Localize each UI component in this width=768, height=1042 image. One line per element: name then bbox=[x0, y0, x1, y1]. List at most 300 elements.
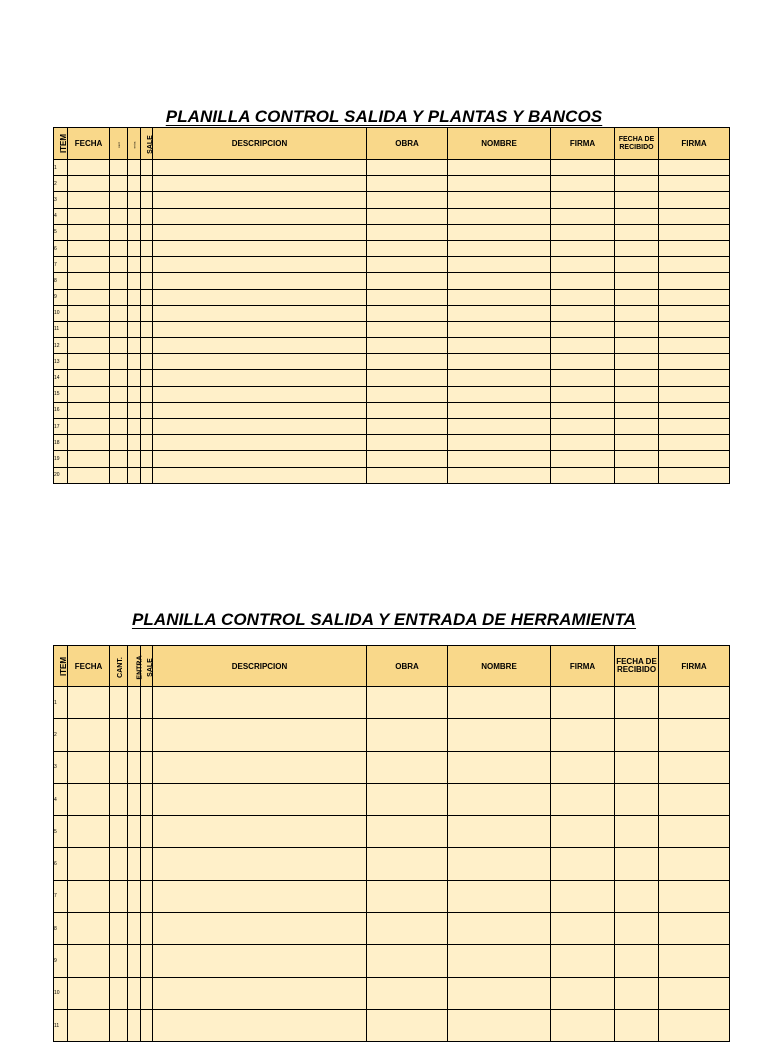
entry-cell[interactable] bbox=[141, 176, 153, 192]
entry-cell[interactable] bbox=[367, 321, 448, 337]
entry-cell[interactable] bbox=[367, 719, 448, 751]
entry-cell[interactable] bbox=[128, 240, 141, 256]
entry-cell[interactable] bbox=[448, 338, 551, 354]
entry-cell[interactable] bbox=[153, 467, 367, 483]
entry-cell[interactable] bbox=[153, 435, 367, 451]
entry-cell[interactable] bbox=[615, 419, 659, 435]
entry-cell[interactable] bbox=[68, 880, 110, 912]
entry-cell[interactable] bbox=[615, 467, 659, 483]
entry-cell[interactable] bbox=[110, 305, 128, 321]
entry-cell[interactable] bbox=[615, 386, 659, 402]
entry-cell[interactable] bbox=[68, 402, 110, 418]
entry-cell[interactable] bbox=[551, 913, 615, 945]
entry-cell[interactable] bbox=[615, 160, 659, 176]
entry-cell[interactable] bbox=[141, 386, 153, 402]
entry-cell[interactable] bbox=[141, 467, 153, 483]
entry-cell[interactable] bbox=[448, 783, 551, 815]
entry-cell[interactable] bbox=[615, 435, 659, 451]
entry-cell[interactable] bbox=[128, 1009, 141, 1041]
entry-cell[interactable] bbox=[110, 977, 128, 1009]
entry-cell[interactable] bbox=[68, 176, 110, 192]
entry-cell[interactable] bbox=[128, 354, 141, 370]
entry-cell[interactable] bbox=[153, 305, 367, 321]
entry-cell[interactable] bbox=[68, 338, 110, 354]
entry-cell[interactable] bbox=[551, 880, 615, 912]
entry-cell[interactable] bbox=[615, 751, 659, 783]
entry-cell[interactable] bbox=[551, 687, 615, 719]
entry-cell[interactable] bbox=[615, 289, 659, 305]
entry-cell[interactable] bbox=[615, 208, 659, 224]
entry-cell[interactable] bbox=[367, 848, 448, 880]
entry-cell[interactable] bbox=[448, 273, 551, 289]
entry-cell[interactable] bbox=[128, 338, 141, 354]
entry-cell[interactable] bbox=[659, 687, 730, 719]
entry-cell[interactable] bbox=[659, 719, 730, 751]
entry-cell[interactable] bbox=[659, 467, 730, 483]
entry-cell[interactable] bbox=[367, 208, 448, 224]
entry-cell[interactable] bbox=[551, 467, 615, 483]
entry-cell[interactable] bbox=[110, 160, 128, 176]
entry-cell[interactable] bbox=[128, 370, 141, 386]
entry-cell[interactable] bbox=[141, 687, 153, 719]
entry-cell[interactable] bbox=[659, 386, 730, 402]
entry-cell[interactable] bbox=[367, 160, 448, 176]
entry-cell[interactable] bbox=[141, 435, 153, 451]
entry-cell[interactable] bbox=[615, 192, 659, 208]
entry-cell[interactable] bbox=[141, 160, 153, 176]
entry-cell[interactable] bbox=[615, 224, 659, 240]
entry-cell[interactable] bbox=[128, 848, 141, 880]
entry-cell[interactable] bbox=[110, 370, 128, 386]
entry-cell[interactable] bbox=[615, 257, 659, 273]
entry-cell[interactable] bbox=[551, 208, 615, 224]
entry-cell[interactable] bbox=[153, 257, 367, 273]
entry-cell[interactable] bbox=[615, 240, 659, 256]
entry-cell[interactable] bbox=[128, 176, 141, 192]
entry-cell[interactable] bbox=[659, 354, 730, 370]
entry-cell[interactable] bbox=[367, 945, 448, 977]
entry-cell[interactable] bbox=[448, 467, 551, 483]
entry-cell[interactable] bbox=[615, 816, 659, 848]
entry-cell[interactable] bbox=[153, 719, 367, 751]
entry-cell[interactable] bbox=[141, 751, 153, 783]
entry-cell[interactable] bbox=[659, 370, 730, 386]
entry-cell[interactable] bbox=[68, 305, 110, 321]
entry-cell[interactable] bbox=[128, 816, 141, 848]
entry-cell[interactable] bbox=[448, 224, 551, 240]
entry-cell[interactable] bbox=[110, 224, 128, 240]
entry-cell[interactable] bbox=[128, 192, 141, 208]
entry-cell[interactable] bbox=[128, 402, 141, 418]
entry-cell[interactable] bbox=[615, 945, 659, 977]
entry-cell[interactable] bbox=[448, 354, 551, 370]
entry-cell[interactable] bbox=[367, 1009, 448, 1041]
entry-cell[interactable] bbox=[68, 977, 110, 1009]
entry-cell[interactable] bbox=[141, 451, 153, 467]
entry-cell[interactable] bbox=[551, 719, 615, 751]
entry-cell[interactable] bbox=[615, 880, 659, 912]
entry-cell[interactable] bbox=[141, 192, 153, 208]
entry-cell[interactable] bbox=[110, 467, 128, 483]
entry-cell[interactable] bbox=[448, 1009, 551, 1041]
entry-cell[interactable] bbox=[110, 338, 128, 354]
entry-cell[interactable] bbox=[68, 451, 110, 467]
entry-cell[interactable] bbox=[367, 224, 448, 240]
entry-cell[interactable] bbox=[128, 257, 141, 273]
entry-cell[interactable] bbox=[659, 816, 730, 848]
entry-cell[interactable] bbox=[110, 435, 128, 451]
entry-cell[interactable] bbox=[110, 289, 128, 305]
entry-cell[interactable] bbox=[68, 816, 110, 848]
entry-cell[interactable] bbox=[448, 880, 551, 912]
entry-cell[interactable] bbox=[110, 719, 128, 751]
entry-cell[interactable] bbox=[68, 386, 110, 402]
entry-cell[interactable] bbox=[659, 305, 730, 321]
entry-cell[interactable] bbox=[367, 880, 448, 912]
entry-cell[interactable] bbox=[448, 419, 551, 435]
entry-cell[interactable] bbox=[110, 257, 128, 273]
entry-cell[interactable] bbox=[659, 880, 730, 912]
entry-cell[interactable] bbox=[367, 816, 448, 848]
entry-cell[interactable] bbox=[615, 783, 659, 815]
entry-cell[interactable] bbox=[448, 257, 551, 273]
entry-cell[interactable] bbox=[68, 945, 110, 977]
entry-cell[interactable] bbox=[128, 945, 141, 977]
entry-cell[interactable] bbox=[110, 848, 128, 880]
entry-cell[interactable] bbox=[68, 435, 110, 451]
entry-cell[interactable] bbox=[551, 402, 615, 418]
entry-cell[interactable] bbox=[153, 224, 367, 240]
entry-cell[interactable] bbox=[551, 305, 615, 321]
entry-cell[interactable] bbox=[68, 719, 110, 751]
entry-cell[interactable] bbox=[110, 451, 128, 467]
entry-cell[interactable] bbox=[128, 719, 141, 751]
entry-cell[interactable] bbox=[551, 848, 615, 880]
entry-cell[interactable] bbox=[367, 435, 448, 451]
entry-cell[interactable] bbox=[110, 176, 128, 192]
entry-cell[interactable] bbox=[367, 240, 448, 256]
entry-cell[interactable] bbox=[153, 751, 367, 783]
entry-cell[interactable] bbox=[110, 751, 128, 783]
entry-cell[interactable] bbox=[551, 354, 615, 370]
entry-cell[interactable] bbox=[68, 467, 110, 483]
entry-cell[interactable] bbox=[551, 192, 615, 208]
entry-cell[interactable] bbox=[141, 370, 153, 386]
entry-cell[interactable] bbox=[448, 305, 551, 321]
entry-cell[interactable] bbox=[448, 719, 551, 751]
entry-cell[interactable] bbox=[141, 257, 153, 273]
entry-cell[interactable] bbox=[141, 719, 153, 751]
entry-cell[interactable] bbox=[128, 880, 141, 912]
entry-cell[interactable] bbox=[141, 1009, 153, 1041]
entry-cell[interactable] bbox=[128, 435, 141, 451]
entry-cell[interactable] bbox=[68, 289, 110, 305]
entry-cell[interactable] bbox=[153, 687, 367, 719]
entry-cell[interactable] bbox=[110, 386, 128, 402]
entry-cell[interactable] bbox=[68, 208, 110, 224]
entry-cell[interactable] bbox=[367, 402, 448, 418]
entry-cell[interactable] bbox=[551, 751, 615, 783]
entry-cell[interactable] bbox=[110, 273, 128, 289]
entry-cell[interactable] bbox=[551, 451, 615, 467]
entry-cell[interactable] bbox=[153, 289, 367, 305]
entry-cell[interactable] bbox=[448, 289, 551, 305]
entry-cell[interactable] bbox=[615, 354, 659, 370]
entry-cell[interactable] bbox=[615, 719, 659, 751]
entry-cell[interactable] bbox=[141, 816, 153, 848]
entry-cell[interactable] bbox=[615, 848, 659, 880]
entry-cell[interactable] bbox=[128, 783, 141, 815]
entry-cell[interactable] bbox=[141, 977, 153, 1009]
entry-cell[interactable] bbox=[551, 176, 615, 192]
entry-cell[interactable] bbox=[551, 783, 615, 815]
entry-cell[interactable] bbox=[141, 880, 153, 912]
entry-cell[interactable] bbox=[367, 783, 448, 815]
entry-cell[interactable] bbox=[615, 321, 659, 337]
entry-cell[interactable] bbox=[141, 305, 153, 321]
entry-cell[interactable] bbox=[551, 338, 615, 354]
entry-cell[interactable] bbox=[153, 1009, 367, 1041]
entry-cell[interactable] bbox=[110, 913, 128, 945]
entry-cell[interactable] bbox=[615, 176, 659, 192]
entry-cell[interactable] bbox=[68, 751, 110, 783]
entry-cell[interactable] bbox=[110, 783, 128, 815]
entry-cell[interactable] bbox=[551, 257, 615, 273]
entry-cell[interactable] bbox=[659, 208, 730, 224]
entry-cell[interactable] bbox=[128, 419, 141, 435]
entry-cell[interactable] bbox=[551, 289, 615, 305]
entry-cell[interactable] bbox=[68, 783, 110, 815]
entry-cell[interactable] bbox=[68, 160, 110, 176]
entry-cell[interactable] bbox=[141, 321, 153, 337]
entry-cell[interactable] bbox=[615, 913, 659, 945]
entry-cell[interactable] bbox=[141, 848, 153, 880]
entry-cell[interactable] bbox=[448, 208, 551, 224]
entry-cell[interactable] bbox=[110, 945, 128, 977]
entry-cell[interactable] bbox=[615, 273, 659, 289]
entry-cell[interactable] bbox=[551, 419, 615, 435]
entry-cell[interactable] bbox=[68, 354, 110, 370]
entry-cell[interactable] bbox=[153, 160, 367, 176]
entry-cell[interactable] bbox=[153, 273, 367, 289]
entry-cell[interactable] bbox=[110, 240, 128, 256]
entry-cell[interactable] bbox=[153, 913, 367, 945]
entry-cell[interactable] bbox=[153, 338, 367, 354]
entry-cell[interactable] bbox=[615, 305, 659, 321]
entry-cell[interactable] bbox=[128, 273, 141, 289]
entry-cell[interactable] bbox=[659, 338, 730, 354]
entry-cell[interactable] bbox=[128, 321, 141, 337]
entry-cell[interactable] bbox=[367, 370, 448, 386]
entry-cell[interactable] bbox=[551, 386, 615, 402]
entry-cell[interactable] bbox=[367, 176, 448, 192]
entry-cell[interactable] bbox=[551, 273, 615, 289]
entry-cell[interactable] bbox=[659, 913, 730, 945]
entry-cell[interactable] bbox=[367, 467, 448, 483]
entry-cell[interactable] bbox=[153, 176, 367, 192]
entry-cell[interactable] bbox=[448, 816, 551, 848]
entry-cell[interactable] bbox=[68, 192, 110, 208]
entry-cell[interactable] bbox=[659, 224, 730, 240]
entry-cell[interactable] bbox=[141, 419, 153, 435]
entry-cell[interactable] bbox=[110, 208, 128, 224]
entry-cell[interactable] bbox=[448, 977, 551, 1009]
entry-cell[interactable] bbox=[367, 913, 448, 945]
entry-cell[interactable] bbox=[367, 305, 448, 321]
entry-cell[interactable] bbox=[615, 1009, 659, 1041]
entry-cell[interactable] bbox=[367, 354, 448, 370]
entry-cell[interactable] bbox=[659, 419, 730, 435]
entry-cell[interactable] bbox=[153, 240, 367, 256]
entry-cell[interactable] bbox=[141, 208, 153, 224]
entry-cell[interactable] bbox=[659, 1009, 730, 1041]
entry-cell[interactable] bbox=[367, 192, 448, 208]
entry-cell[interactable] bbox=[110, 816, 128, 848]
entry-cell[interactable] bbox=[615, 451, 659, 467]
entry-cell[interactable] bbox=[68, 913, 110, 945]
entry-cell[interactable] bbox=[551, 945, 615, 977]
entry-cell[interactable] bbox=[448, 751, 551, 783]
entry-cell[interactable] bbox=[551, 224, 615, 240]
entry-cell[interactable] bbox=[448, 435, 551, 451]
entry-cell[interactable] bbox=[367, 257, 448, 273]
entry-cell[interactable] bbox=[659, 848, 730, 880]
entry-cell[interactable] bbox=[615, 402, 659, 418]
entry-cell[interactable] bbox=[153, 370, 367, 386]
entry-cell[interactable] bbox=[659, 289, 730, 305]
entry-cell[interactable] bbox=[448, 321, 551, 337]
entry-cell[interactable] bbox=[551, 816, 615, 848]
entry-cell[interactable] bbox=[141, 338, 153, 354]
entry-cell[interactable] bbox=[367, 289, 448, 305]
entry-cell[interactable] bbox=[615, 687, 659, 719]
entry-cell[interactable] bbox=[128, 386, 141, 402]
entry-cell[interactable] bbox=[68, 240, 110, 256]
entry-cell[interactable] bbox=[141, 354, 153, 370]
entry-cell[interactable] bbox=[448, 370, 551, 386]
entry-cell[interactable] bbox=[128, 208, 141, 224]
entry-cell[interactable] bbox=[551, 370, 615, 386]
entry-cell[interactable] bbox=[153, 816, 367, 848]
entry-cell[interactable] bbox=[110, 354, 128, 370]
entry-cell[interactable] bbox=[110, 419, 128, 435]
entry-cell[interactable] bbox=[448, 160, 551, 176]
entry-cell[interactable] bbox=[659, 783, 730, 815]
entry-cell[interactable] bbox=[615, 977, 659, 1009]
entry-cell[interactable] bbox=[367, 273, 448, 289]
entry-cell[interactable] bbox=[141, 783, 153, 815]
entry-cell[interactable] bbox=[110, 880, 128, 912]
entry-cell[interactable] bbox=[110, 192, 128, 208]
entry-cell[interactable] bbox=[448, 913, 551, 945]
entry-cell[interactable] bbox=[110, 321, 128, 337]
entry-cell[interactable] bbox=[448, 386, 551, 402]
entry-cell[interactable] bbox=[448, 687, 551, 719]
entry-cell[interactable] bbox=[153, 354, 367, 370]
entry-cell[interactable] bbox=[659, 321, 730, 337]
entry-cell[interactable] bbox=[68, 321, 110, 337]
entry-cell[interactable] bbox=[153, 321, 367, 337]
entry-cell[interactable] bbox=[128, 751, 141, 783]
entry-cell[interactable] bbox=[68, 273, 110, 289]
entry-cell[interactable] bbox=[141, 240, 153, 256]
entry-cell[interactable] bbox=[367, 338, 448, 354]
entry-cell[interactable] bbox=[110, 1009, 128, 1041]
entry-cell[interactable] bbox=[659, 192, 730, 208]
entry-cell[interactable] bbox=[551, 321, 615, 337]
entry-cell[interactable] bbox=[68, 1009, 110, 1041]
entry-cell[interactable] bbox=[141, 289, 153, 305]
entry-cell[interactable] bbox=[659, 451, 730, 467]
entry-cell[interactable] bbox=[128, 977, 141, 1009]
entry-cell[interactable] bbox=[153, 945, 367, 977]
entry-cell[interactable] bbox=[153, 419, 367, 435]
entry-cell[interactable] bbox=[551, 435, 615, 451]
entry-cell[interactable] bbox=[68, 224, 110, 240]
entry-cell[interactable] bbox=[659, 273, 730, 289]
entry-cell[interactable] bbox=[141, 402, 153, 418]
entry-cell[interactable] bbox=[367, 419, 448, 435]
entry-cell[interactable] bbox=[153, 848, 367, 880]
entry-cell[interactable] bbox=[110, 402, 128, 418]
entry-cell[interactable] bbox=[141, 913, 153, 945]
entry-cell[interactable] bbox=[367, 386, 448, 402]
entry-cell[interactable] bbox=[141, 273, 153, 289]
entry-cell[interactable] bbox=[128, 451, 141, 467]
entry-cell[interactable] bbox=[367, 751, 448, 783]
entry-cell[interactable] bbox=[615, 338, 659, 354]
entry-cell[interactable] bbox=[367, 687, 448, 719]
entry-cell[interactable] bbox=[153, 192, 367, 208]
entry-cell[interactable] bbox=[659, 435, 730, 451]
entry-cell[interactable] bbox=[659, 240, 730, 256]
entry-cell[interactable] bbox=[448, 402, 551, 418]
entry-cell[interactable] bbox=[128, 160, 141, 176]
entry-cell[interactable] bbox=[68, 848, 110, 880]
entry-cell[interactable] bbox=[551, 977, 615, 1009]
entry-cell[interactable] bbox=[367, 977, 448, 1009]
entry-cell[interactable] bbox=[551, 1009, 615, 1041]
entry-cell[interactable] bbox=[551, 160, 615, 176]
entry-cell[interactable] bbox=[659, 977, 730, 1009]
entry-cell[interactable] bbox=[128, 913, 141, 945]
entry-cell[interactable] bbox=[68, 257, 110, 273]
entry-cell[interactable] bbox=[659, 257, 730, 273]
entry-cell[interactable] bbox=[659, 160, 730, 176]
entry-cell[interactable] bbox=[615, 370, 659, 386]
entry-cell[interactable] bbox=[551, 240, 615, 256]
entry-cell[interactable] bbox=[448, 240, 551, 256]
entry-cell[interactable] bbox=[153, 451, 367, 467]
entry-cell[interactable] bbox=[68, 687, 110, 719]
entry-cell[interactable] bbox=[448, 451, 551, 467]
entry-cell[interactable] bbox=[153, 880, 367, 912]
entry-cell[interactable] bbox=[153, 977, 367, 1009]
entry-cell[interactable] bbox=[68, 419, 110, 435]
entry-cell[interactable] bbox=[659, 751, 730, 783]
entry-cell[interactable] bbox=[128, 289, 141, 305]
entry-cell[interactable] bbox=[141, 945, 153, 977]
entry-cell[interactable] bbox=[448, 176, 551, 192]
entry-cell[interactable] bbox=[448, 945, 551, 977]
entry-cell[interactable] bbox=[68, 370, 110, 386]
entry-cell[interactable] bbox=[128, 687, 141, 719]
entry-cell[interactable] bbox=[141, 224, 153, 240]
entry-cell[interactable] bbox=[448, 848, 551, 880]
entry-cell[interactable] bbox=[448, 192, 551, 208]
entry-cell[interactable] bbox=[659, 176, 730, 192]
entry-cell[interactable] bbox=[153, 402, 367, 418]
